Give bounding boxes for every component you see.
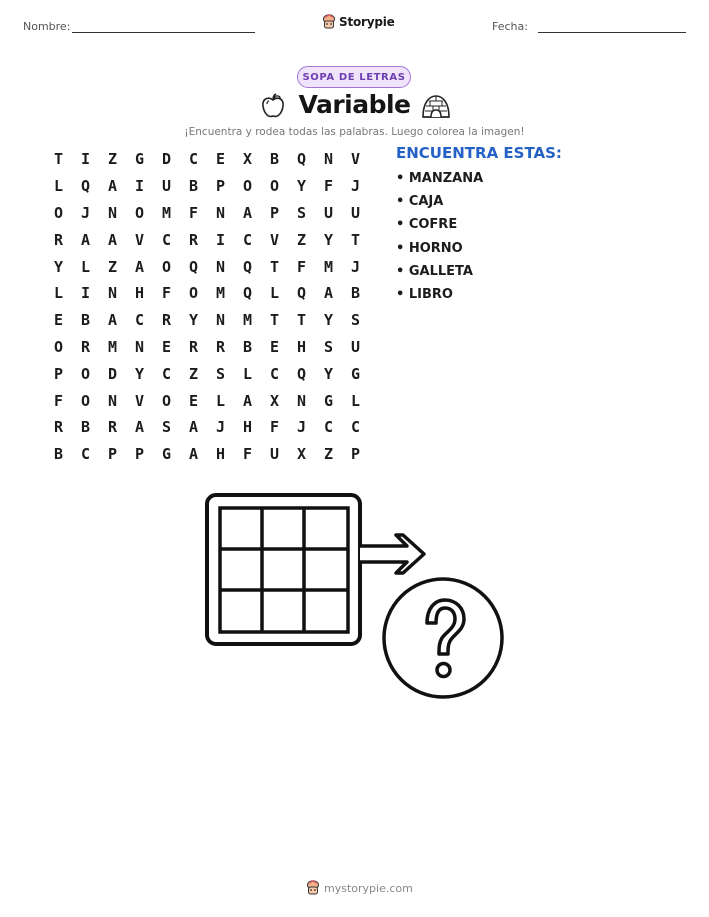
grid-letter: S [161,418,172,437]
oven-icon [420,93,452,121]
grid-letter: R [80,337,91,356]
grid-letter: O [269,177,280,196]
grid-letter: F [53,391,64,410]
grid-letter: N [215,311,226,330]
grid-letter: Z [107,257,118,276]
grid-letter: H [242,418,253,437]
grid-letter: E [269,337,280,356]
grid-letter: R [107,418,118,437]
grid-letter: X [296,445,307,464]
grid-letter: R [215,337,226,356]
grid-letter: N [323,150,334,169]
grid-letter: A [107,177,118,196]
grid-letter: E [188,391,199,410]
brand-name: Storypie [339,15,395,29]
grid-letter: Y [296,177,307,196]
grid-letter: H [134,284,145,303]
grid-letter: E [161,337,172,356]
name-line [72,32,255,33]
grid-frame [207,495,360,644]
grid-letter: C [323,418,334,437]
grid-letter: L [53,177,64,196]
grid-letter: A [188,445,199,464]
grid-letter: S [323,337,334,356]
grid-letter: R [188,337,199,356]
grid-letter: Q [80,177,91,196]
grid-letter: C [134,311,145,330]
grid-letter: Y [188,311,199,330]
grid-letter: P [107,445,118,464]
grid-letter: J [296,418,307,437]
grid-letter: V [134,391,145,410]
grid-letter: S [296,203,307,222]
grid-letter: A [242,391,253,410]
grid-letter: T [269,311,280,330]
grid-letter: Z [323,445,334,464]
grid-letter: F [269,418,280,437]
grid-letter: V [269,230,280,249]
grid-letter: V [350,150,361,169]
grid-letter: M [161,203,172,222]
grid-letter: N [134,337,145,356]
grid-letter: R [53,230,64,249]
grid-letter: L [80,257,91,276]
grid-letter: T [53,150,64,169]
grid-letter: L [269,284,280,303]
grid-letter: C [161,364,172,383]
grid-letter: I [80,284,91,303]
grid-letter: Y [323,230,334,249]
word-item: • LIBRO [396,286,453,302]
grid-question-illustration [200,488,510,704]
grid-letter: T [269,257,280,276]
grid-letter: E [215,150,226,169]
grid-letter: G [161,445,172,464]
grid-letter: P [269,203,280,222]
grid-letter: R [188,230,199,249]
grid-letter: P [134,445,145,464]
grid-letter: J [215,418,226,437]
grid-letter: D [161,150,172,169]
grid-letter: R [161,311,172,330]
grid-letter: V [134,230,145,249]
word-item: • HORNO [396,240,463,256]
grid-letter: B [350,284,361,303]
grid-letter: Q [242,257,253,276]
grid-letter: A [134,257,145,276]
grid-letter: O [53,203,64,222]
grid-letter: S [350,311,361,330]
grid-letter: O [80,391,91,410]
date-line [538,32,686,33]
grid-letter: U [323,203,334,222]
grid-letter: F [161,284,172,303]
arrow-right-icon [360,535,424,573]
grid-letter: X [269,391,280,410]
grid-letter: A [134,418,145,437]
grid-letter: P [350,445,361,464]
grid-letter: C [350,418,361,437]
page-title: Variable [298,90,411,119]
grid-letter: C [188,150,199,169]
grid-letter: A [80,230,91,249]
grid-letter: O [161,257,172,276]
name-label: Nombre: [23,20,71,33]
grid-letter: T [296,311,307,330]
grid-letter: U [350,337,361,356]
grid-letter: O [188,284,199,303]
word-item: • MANZANA [396,171,484,186]
grid-letter: I [134,177,145,196]
grid-letter: N [215,257,226,276]
grid-letter: A [242,203,253,222]
grid-letter: Y [134,364,145,383]
grid-letter: S [215,364,226,383]
grid-inner [220,508,348,632]
grid-letter: F [242,445,253,464]
word-item: • COFRE [396,217,458,233]
grid-letter: N [107,391,118,410]
grid-letter: N [296,391,307,410]
grid-letter: E [53,311,64,330]
grid-letter: J [350,177,361,196]
date-label: Fecha: [492,20,528,33]
grid-letter: G [323,391,334,410]
worksheet-type-badge: SOPA DE LETRAS [297,66,411,88]
grid-letter: J [80,203,91,222]
grid-letter: M [323,257,334,276]
grid-letter: J [350,257,361,276]
grid-letter: Q [296,364,307,383]
grid-letter: H [296,337,307,356]
grid-letter: Q [242,284,253,303]
grid-letter: A [323,284,334,303]
grid-letter: B [242,337,253,356]
grid-letter: H [215,445,226,464]
question-mark-icon [427,600,464,654]
word-list-heading: ENCUENTRA ESTAS: [396,144,562,162]
grid-letter: R [53,418,64,437]
grid-letter: Z [296,230,307,249]
grid-letter: G [350,364,361,383]
word-list [396,171,483,310]
grid-letter: O [161,391,172,410]
grid-letter: I [215,230,226,249]
storypie-mascot-icon [306,880,320,896]
grid-letter: O [134,203,145,222]
grid-letter: Q [296,150,307,169]
grid-letter: Z [188,364,199,383]
grid-letter: O [53,337,64,356]
instructions-text: ¡Encuentra y rodea todas las palabras. Luego colorea la imagen! [184,126,525,138]
grid-letter: N [215,203,226,222]
storypie-mascot-icon [322,14,336,30]
footer-url: mystorypie.com [324,881,413,895]
grid-letter: C [242,230,253,249]
grid-letter: Y [323,364,334,383]
word-item: • CAJA [396,194,444,210]
grid-letter: C [80,445,91,464]
grid-letter: N [107,284,118,303]
grid-letter: L [242,364,253,383]
grid-letter: N [107,203,118,222]
word-search-grid [45,146,369,468]
grid-letter: Y [323,311,334,330]
grid-letter: F [188,203,199,222]
grid-letter: A [107,230,118,249]
grid-letter: Y [53,257,64,276]
grid-letter: B [269,150,280,169]
grid-letter: P [53,364,64,383]
brand-logo [322,14,395,30]
grid-letter: Q [296,284,307,303]
grid-letter: G [134,150,145,169]
grid-letter: C [269,364,280,383]
grid-letter: B [80,311,91,330]
grid-letter: D [107,364,118,383]
grid-letter: C [161,230,172,249]
grid-letter: A [188,418,199,437]
grid-letter: M [242,311,253,330]
grid-letter: B [188,177,199,196]
grid-letter: B [80,418,91,437]
grid-letter: O [80,364,91,383]
word-item: • GALLETA [396,263,473,279]
grid-letter: P [215,177,226,196]
grid-letter: U [350,203,361,222]
grid-letter: A [107,311,118,330]
grid-letter: L [215,391,226,410]
grid-letter: M [215,284,226,303]
grid-letter: O [242,177,253,196]
grid-letter: U [161,177,172,196]
grid-letter: Z [107,150,118,169]
grid-letter: F [296,257,307,276]
footer [306,880,413,896]
grid-letter: L [53,284,64,303]
grid-letter: L [350,391,361,410]
grid-letter: X [242,150,253,169]
grid-letter: Q [188,257,199,276]
grid-letter: T [350,230,361,249]
grid-letter: U [269,445,280,464]
grid-letter: F [323,177,334,196]
grid-letter: I [80,150,91,169]
grid-letter: B [53,445,64,464]
grid-letter: M [107,337,118,356]
